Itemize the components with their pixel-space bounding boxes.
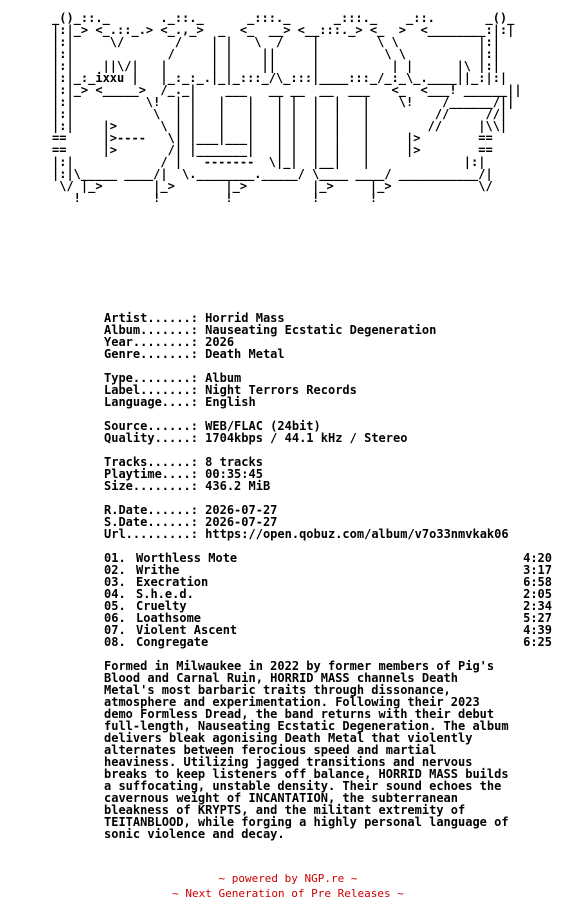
info-value: 1704kbps / 44.1 kHz / Stereo (205, 431, 408, 445)
info-key: Url.........: (104, 527, 198, 541)
track-title: Worthless Mote (136, 551, 238, 565)
info-row (104, 348, 564, 360)
info-key: Tracks......: (104, 455, 198, 469)
info-value: Night Terrors Records (205, 383, 357, 397)
track-title: Execration (136, 575, 209, 589)
info-value: 8 tracks (205, 455, 263, 469)
track-length: 3:17 (523, 563, 552, 577)
track-length: 6:25 (523, 635, 552, 649)
info-key: Quality.....: (104, 431, 198, 445)
track-number: 08. (104, 635, 126, 649)
info-value: 2026-07-27 (205, 503, 278, 517)
info-value: English (205, 395, 256, 409)
track-title: Loathsome (136, 611, 202, 625)
info-value: 2026 (205, 335, 235, 349)
info-key: Playtime....: (104, 467, 198, 481)
info-key: Label.......: (104, 383, 198, 397)
info-row (104, 480, 564, 492)
track-title: Congregate (136, 635, 209, 649)
info-value: Horrid Mass (205, 311, 285, 325)
track-title: S.h.e.d. (136, 587, 194, 601)
info-value: 436.2 MiB (205, 479, 271, 493)
track-title: Violent Ascent (136, 623, 238, 637)
album-description: Formed in Milwaukee in 2022 by former members of Pig's Blood and Carnal Ruin, HORRID MASS channels Death Metal's most barbaric traits through dissonance, atmosphere and experimentation. Following their 2023 demo Formless Dread, the band returns with their debut full-length, Nauseating Ecstatic Degeneration. The album delivers bleak agonising Death Metal that violently alternates between ferocious speed and martial heaviness. Utilizing jagged transitions and nervous breaks to keep listeners off balance, HORRID MASS builds a suffocating, unstable density. Their sound echoes the cavernous weight of INCANTATION, the subterranean bleakness of KRYPTS, and the militant extremity of TEITANBLOOD, while forging a highly personal language of sonic violence and decay. (104, 659, 509, 841)
track-number: 03. (104, 575, 126, 589)
info-row (104, 528, 564, 540)
track-number: 02. (104, 563, 126, 577)
info-key: Year........: (104, 335, 198, 349)
track-length: 2:34 (523, 599, 552, 613)
footer-powered-by: ~ powered by NGP.re ~ (218, 872, 358, 885)
track-length: 5:27 (523, 611, 552, 625)
info-value: 00:35:45 (205, 467, 263, 481)
track-length: 4:39 (523, 623, 552, 637)
track-row (104, 636, 552, 648)
info-row (104, 432, 564, 444)
info-key: Album.......: (104, 323, 198, 337)
tracklist (104, 552, 564, 648)
track-number: 01. (104, 551, 126, 565)
info-row (104, 396, 564, 408)
track-number: 06. (104, 611, 126, 625)
info-value: Death Metal (205, 347, 285, 361)
info-value: 2026-07-27 (205, 515, 278, 529)
track-length: 4:20 (523, 551, 552, 565)
track-number: 07. (104, 623, 126, 637)
track-length: 2:05 (523, 587, 552, 601)
track-title: Writhe (136, 563, 180, 577)
info-key: Type........: (104, 371, 198, 385)
info-key: R.Date......: (104, 503, 198, 517)
info-key: Source......: (104, 419, 198, 433)
track-title: Cruelty (136, 599, 187, 613)
info-key: Genre.......: (104, 347, 198, 361)
track-number: 05. (104, 599, 126, 613)
footer-tagline: ~ Next Generation of Pre Releases ~ (172, 887, 404, 900)
info-key: Language....: (104, 395, 198, 409)
info-value: Album (205, 371, 242, 385)
info-value: Nauseating Ecstatic Degeneration (205, 323, 437, 337)
info-value[interactable]: https://open.qobuz.com/album/v7o33nmvkak06 (205, 527, 509, 541)
info-key: S.Date......: (104, 515, 198, 529)
release-info (104, 312, 564, 540)
info-value: WEB/FLAC (24bit) (205, 419, 321, 433)
track-number: 04. (104, 587, 126, 601)
info-key: Size........: (104, 479, 198, 493)
info-key: Artist......: (104, 311, 198, 325)
ascii-logo: _()_::._ ._::._ _:::._ _:::._ _::. _()_ |:|_> <_.::_.> <_.,_> _ <_ __> <__:::._> <_ > <________:|:| |:| \/ / | | \ / | \ \ |:| |:| / | | || | \ \ |:| |:| ||\/| | | | || | | | |\ |:| |:|_:_ixxu | |_:_:_.|_|_:::_/\_:::|____:::_/_:_\_.____||_:|:| |:|_> <_____> /_._| ___ __ __ __ ___ <_ <___! ______|| |:| \! | | | | | | | | | \! /______/|| |:| \ | | | | | | | | | // //| |:| |> \ | | | | | | | | | // |\\| == |>---- \| |___|___| | | | | | |> == == |> /| |_______| | | | | | |> == |:| / | ------- \|_| |__| | |:| |:|\_____ ____/| \.________._____/ \____ ____/ ___________/| \/ |_> |_> |_> |_> |_> \/ ! ! ! ! ! (52, 11, 522, 205)
track-length: 6:58 (523, 575, 552, 589)
